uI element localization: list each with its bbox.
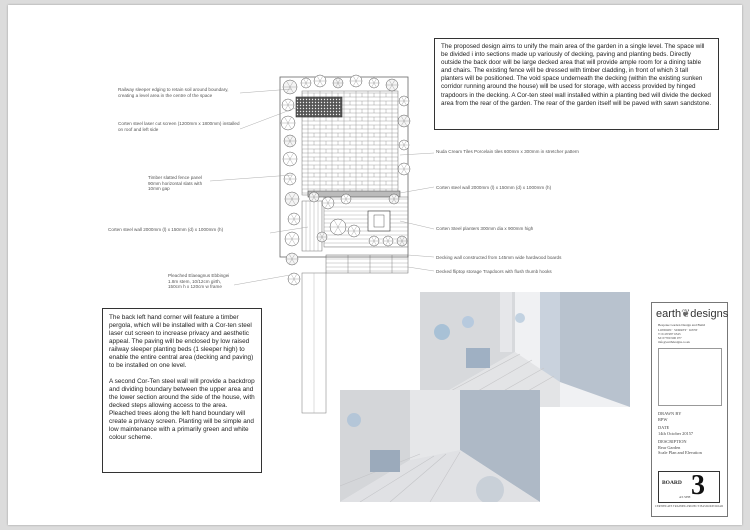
title-block xyxy=(651,302,728,517)
dining-table xyxy=(368,211,390,231)
scale-text: AS SHE xyxy=(679,495,691,499)
corten-wall xyxy=(308,191,400,197)
description-label: DESCRIPTION xyxy=(658,439,687,444)
company-phone: T: 0118 987 6543 xyxy=(658,332,681,336)
date-value: 14th October 20157 xyxy=(658,431,694,436)
annotation-corten-planters: Corten Steel planters 300mm dia x 900mm high xyxy=(436,226,534,231)
drawn-by-label: DRAWN BY xyxy=(658,411,682,416)
annotation-timber-fence: Timber slatted fence panel 90mm horizontal slats with 10mm gap xyxy=(148,175,203,192)
design-board xyxy=(8,5,742,525)
description-value-2: Scale Plan and Elevation xyxy=(658,450,702,455)
annotation-corten-wall-left: Corten steel wall 2000mm (l) x 150mm (d) x 1000mm (h) xyxy=(108,227,224,232)
title-block-blank xyxy=(658,348,722,406)
corten-screen xyxy=(296,97,342,117)
board-box xyxy=(658,471,720,503)
detail-description-paragraph-1: The back left hand corner will feature a timber pergola, which will be installed with a Cor-ten steel laser cut screen to increase privacy and aesthetic appeal. The paving will be enclosed by low raised railway sleeper planting beds (1 sleeper high) to enable the entire central area (decking and paving) to be installed on one level. xyxy=(109,314,254,369)
design-description-text: The proposed design aims to unify the main area of the garden in a single level. The space will be divided i into sections made up variously of decking, paving and planting beds. Directly outside the back door will be large decked area that will provide ample room for a dining table and chairs. The existing fence will be dressed with timber cladding, in front of which 3 tall planters will be positioned. The void space underneath the decking (within the existing sunken corridor running around the house) will be used for storage, with access provided by hinged trapdoors in the decking. A Cor-ten steel wall installed within a planting bed will divide the decked area from the rear of the garden. The rear of the garden itself will be paved with sawn sandstone. xyxy=(441,43,712,107)
company-tagline: Bespoke Garden Design and Build xyxy=(658,323,706,327)
logo-leaf-icon: ❦ xyxy=(681,308,691,320)
annotation-porcelain-tiles: Nuda Cream Tiles Porcelain tiles 600mm x 300mm in stretcher pattern xyxy=(436,149,579,154)
detail-description-box xyxy=(102,308,262,473)
drawn-by-value: RPW xyxy=(658,417,668,422)
company-address: LONDON · SURREY · KENT xyxy=(658,328,698,332)
company-logo: earth❦designs xyxy=(656,308,729,320)
detail-description-paragraph-2: A second Cor-Ten steel wall will provide a backdrop and dividing boundary between the upper area and the lower section around the side of the house, with decked steps allowing access to the area. Pleached trees along the left hand boundary will create a privacy screen. Planting will be simple and low maintenance with a primarily green and white colour scheme. xyxy=(109,378,255,441)
company-mobile: M: 07700 900 077 xyxy=(658,336,682,340)
annotation-storage-trapdoors: Decked fliptop storage Trapdoors with flush thumb hooks xyxy=(436,269,552,274)
annotation-pleached-trees: Pleached Elaeagnus Ebbingei 1.8m stem, 10/12cm girth, 150cm h x 120cm w frame xyxy=(168,273,230,290)
annotation-decking-wall: Decking wall constructed from 145mm wide hardwood boards xyxy=(436,255,562,260)
annotation-corten-screen: Corten steel laser cut screen (1200mm x 1800mm) installed on roof and left side xyxy=(118,121,240,132)
board-label: BOARD xyxy=(662,480,682,486)
date-label: DATE xyxy=(658,425,670,430)
board-number: 3 xyxy=(691,470,705,501)
annotation-corten-wall-right: Corten steel wall 2000mm (l) x 150mm (d) x 1000mm (h) xyxy=(436,185,552,190)
render-image-lower xyxy=(340,390,540,502)
title-block-footer: CERTIFICATE TRAINING PROJECT: BASILDON ROAD xyxy=(655,505,724,508)
company-email: info@earthdesigns.co.uk xyxy=(658,340,690,344)
storage-trapdoors xyxy=(326,255,408,273)
design-description-box xyxy=(434,38,719,130)
description-value-1: Rear Garden xyxy=(658,445,681,450)
annotation-sleeper-edging: Railway sleeper edging to retain soil around boundary, creating a level area in the centre of the space xyxy=(118,87,229,98)
